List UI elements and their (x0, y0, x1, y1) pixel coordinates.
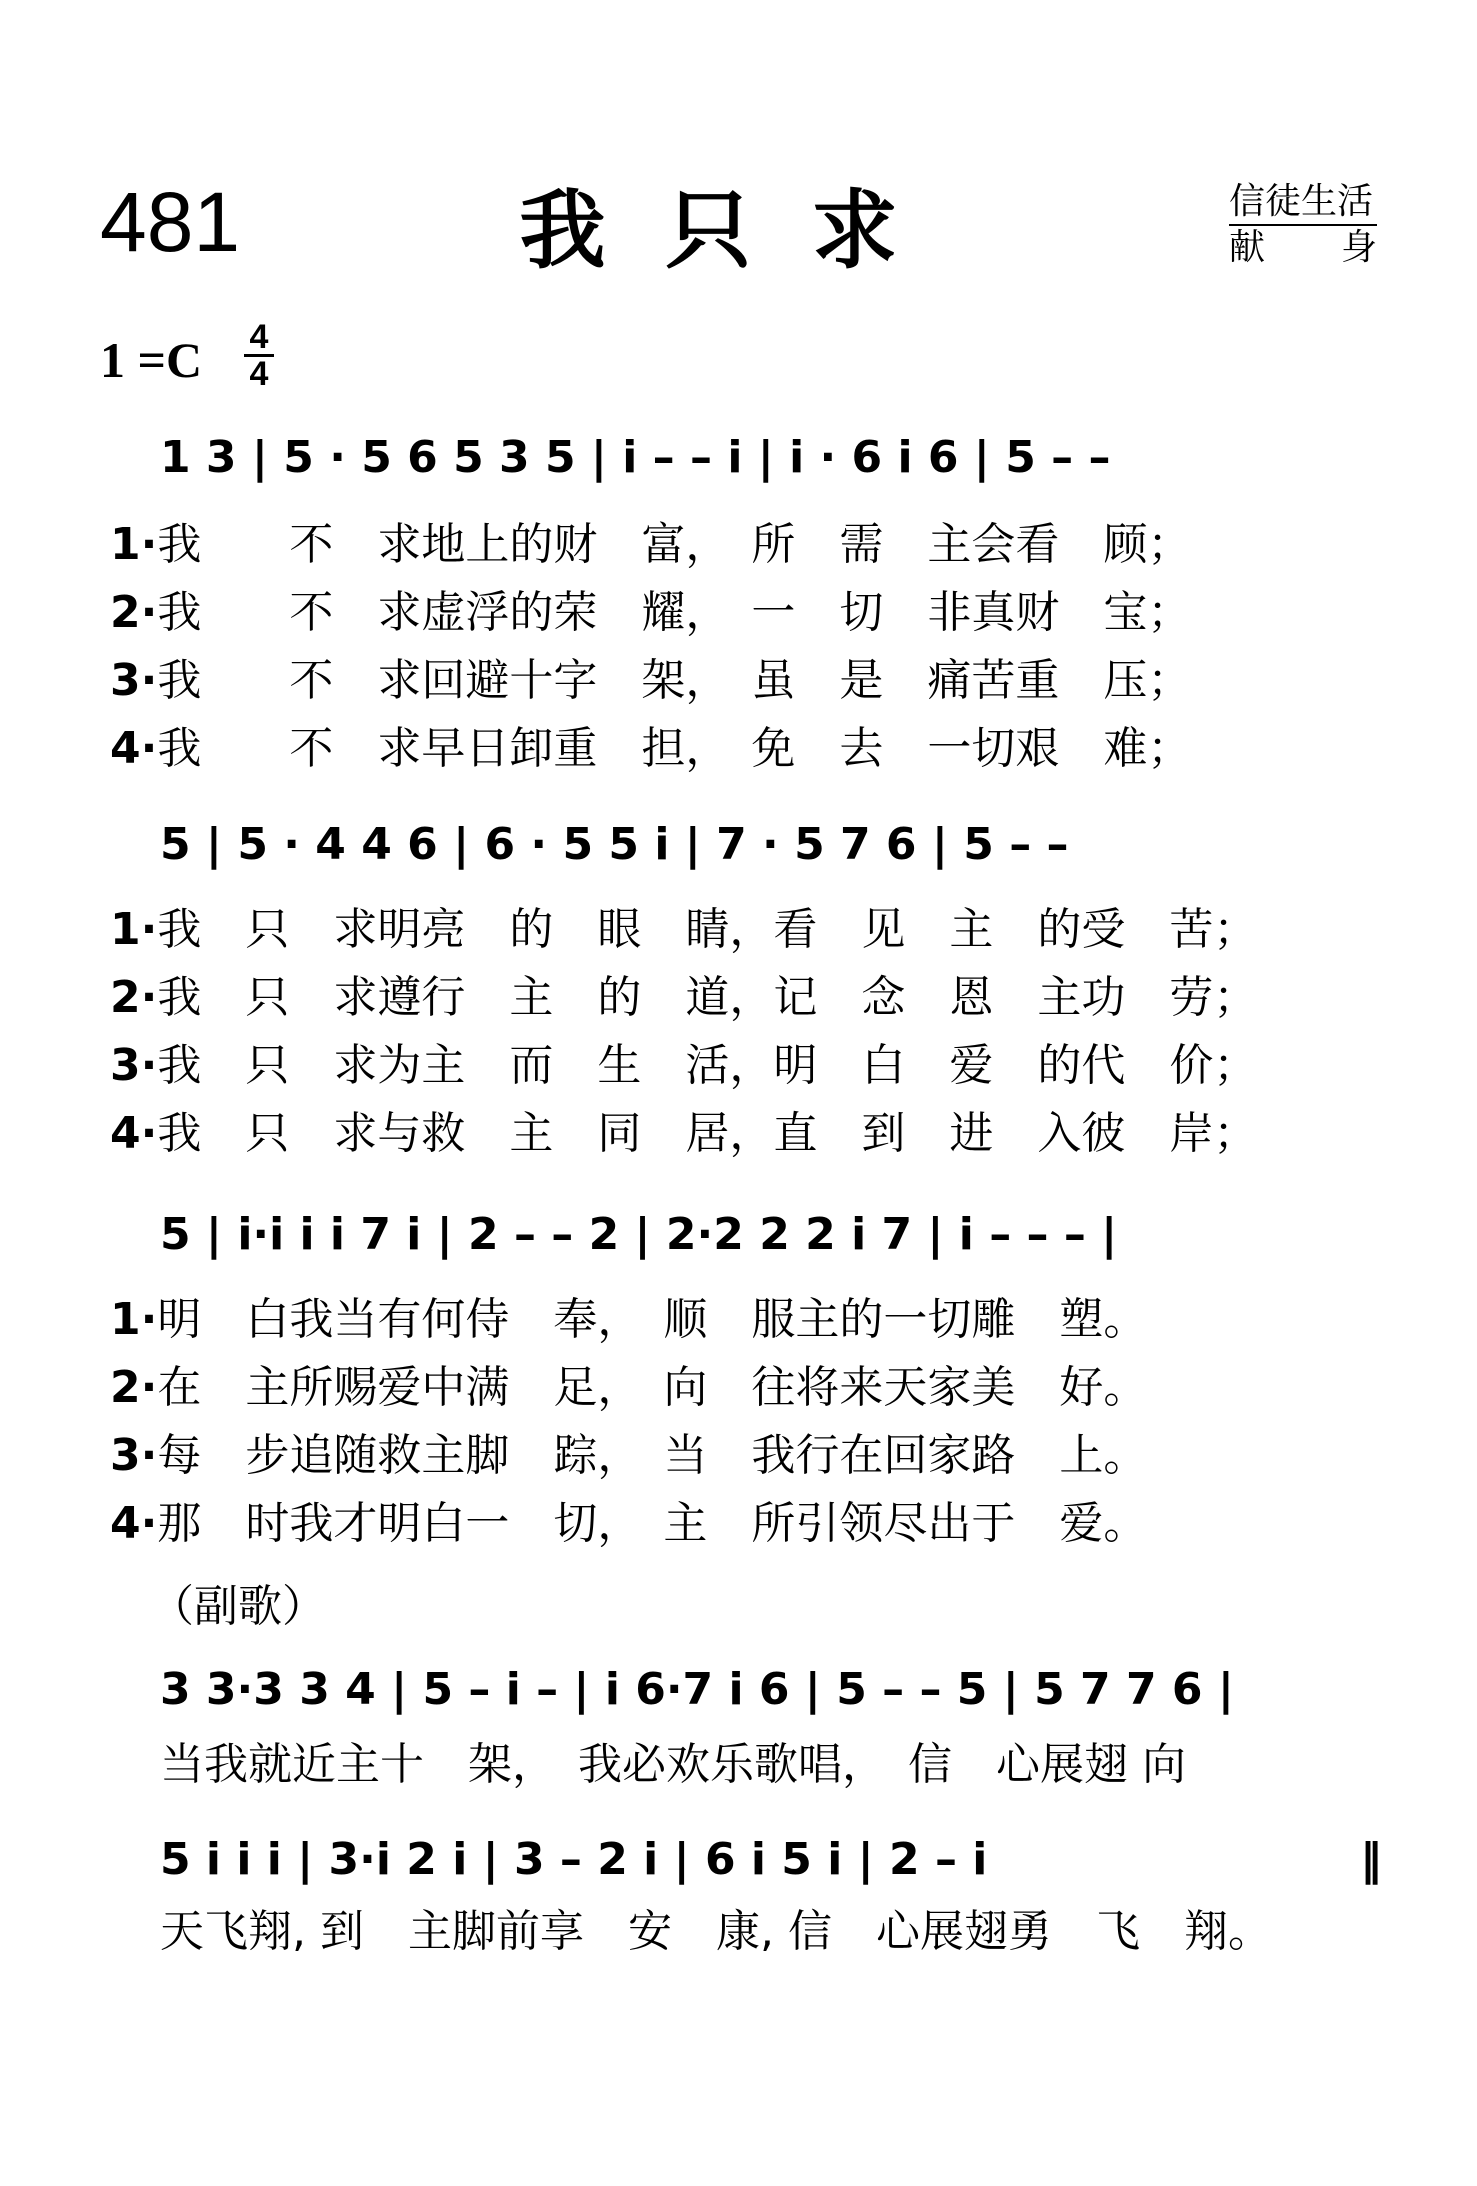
lyric-line (110, 651, 1191, 711)
lyric-line (110, 1426, 1147, 1486)
verse-number: 4· (110, 1498, 158, 1549)
verse-number: 2· (110, 587, 158, 638)
lyric-text: 那 时我才明白一 切， 主 所引领尽出于 爱。 (157, 1498, 1148, 1549)
chorus-notation-line-2: 5 i i i | 3·i 2 i | 3 – 2 i | 6 i 5 i | 2 – i (160, 1834, 988, 1885)
lyric-line (110, 1358, 1147, 1418)
lyric-text: 我 只 求明亮 的 眼 睛，看 见 主 的受 苦； (157, 904, 1258, 955)
lyric-line (110, 1036, 1257, 1096)
lyric-line (110, 968, 1257, 1028)
lyric-line (110, 1290, 1147, 1350)
chorus-lyric-line-2: 天飞翔, 到 主脚前享 安 康, 信 心展翅勇 飞 翔。 (160, 1906, 1272, 1957)
lyric-text: 在 主所赐爱中满 足， 向 往将来天家美 好。 (157, 1362, 1148, 1413)
time-signature-top: 4 (244, 320, 274, 357)
notation-line-3: 5 | i·i i i 7 i | 2 – – 2 | 2·2 2 2 i 7 | i – – – | (160, 1209, 1118, 1260)
verse-number: 2· (110, 972, 158, 1023)
time-signature-bottom: 4 (249, 355, 269, 393)
hymn-title: 我只求 (519, 181, 958, 281)
chorus-lyric-line-1: 当我就近主十 架， 我必欢乐歌唱， 信 心展翅 向 (160, 1739, 1186, 1790)
hymn-category (1229, 180, 1454, 270)
chorus-notation-line-1: 3 3·3 3 4 | 5 – i – | i 6·7 i 6 | 5 – – 5 | 5 7 7 6 | (160, 1664, 1234, 1715)
lyric-line (110, 900, 1257, 960)
lyric-line (110, 515, 1191, 575)
lyric-text: 明 白我当有何侍 奉， 顺 服主的一切雕 塑。 (157, 1294, 1148, 1345)
key-signature: 1 =C (100, 332, 203, 388)
verse-number: 1· (110, 904, 158, 955)
verse-number: 4· (110, 1108, 158, 1159)
lyric-line (110, 583, 1191, 643)
chorus-label: （副歌） (150, 1581, 326, 1632)
verse-number: 4· (110, 723, 158, 774)
lyric-text: 我 不 求地上的财 富， 所 需 主会看 顾； (157, 519, 1192, 570)
lyric-text: 我 只 求为主 而 生 活，明 白 爱 的代 价； (157, 1040, 1258, 1091)
lyric-line (110, 1494, 1147, 1554)
lyric-text: 我 不 求早日卸重 担， 免 去 一切艰 难； (157, 723, 1192, 774)
lyric-line (110, 1104, 1257, 1164)
category-label: 信徒生活 (1229, 180, 1377, 226)
verse-number: 3· (110, 655, 158, 706)
verse-number: 3· (110, 1040, 158, 1091)
lyric-text: 我 不 求虚浮的荣 耀， 一 切 非真财 宝； (157, 587, 1192, 638)
lyric-text: 我 只 求与救 主 同 居，直 到 进 入彼 岸； (157, 1108, 1258, 1159)
hymn-number: 481 (100, 175, 241, 269)
verse-number: 2· (110, 1362, 158, 1413)
verse-number: 1· (110, 519, 158, 570)
lyric-text: 我 不 求回避十字 架， 虽 是 痛苦重 压； (157, 655, 1192, 706)
verse-number: 3· (110, 1430, 158, 1481)
lyric-line (110, 719, 1191, 779)
time-signature (244, 320, 274, 391)
lyric-text: 我 只 求遵行 主 的 道，记 念 恩 主功 劳； (157, 972, 1258, 1023)
subcategory-label: 献身 (1229, 227, 1454, 268)
notation-line-2: 5 | 5 · 4 4 6 | 6 · 5 5 i | 7 · 5 7 6 | 5 – – (160, 819, 1069, 870)
verse-number: 1· (110, 1294, 158, 1345)
final-barline: ‖ (1360, 1834, 1382, 1885)
lyric-text: 每 步追随救主脚 踪， 当 我行在回家路 上。 (157, 1430, 1148, 1481)
notation-line-1: 1 3 | 5 · 5 6 5 3 5 | i – – i | i · 6 i 6 | 5 – – (160, 432, 1111, 483)
